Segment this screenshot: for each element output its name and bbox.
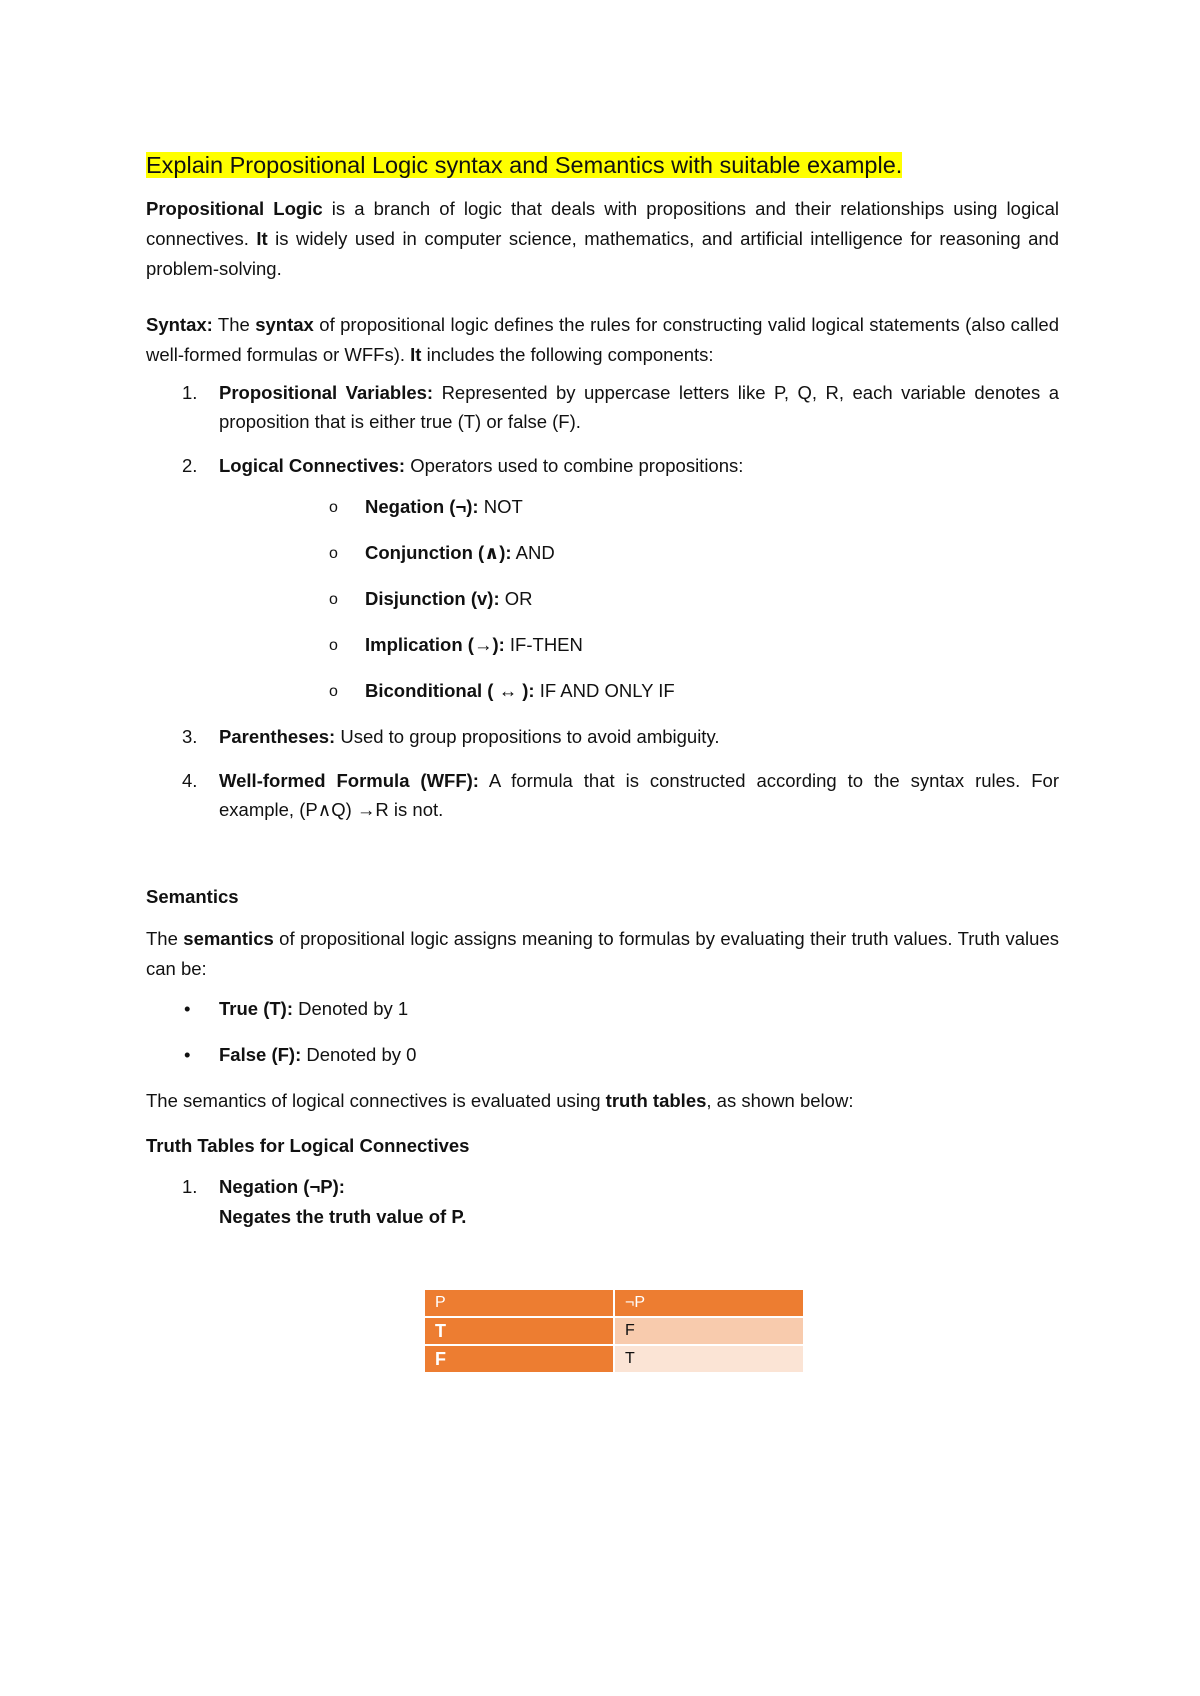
truth-tables-heading <box>146 1131 1059 1161</box>
note-text-2: , as shown below: <box>706 1090 854 1111</box>
truth-tables-list <box>146 1172 1059 1232</box>
component-label: Parentheses: <box>219 726 336 747</box>
connective-label: Disjunction (v): <box>365 588 500 609</box>
syntax-it: It <box>410 344 422 365</box>
table-header-cell: P <box>425 1290 614 1317</box>
connective-item <box>219 584 1059 614</box>
syntax-text-3: includes the following components: <box>421 344 714 365</box>
connective-text: OR <box>499 588 533 609</box>
list-item <box>146 378 1059 436</box>
semantics-heading <box>146 882 1059 912</box>
table-row-header-cell: F <box>425 1345 614 1373</box>
connective-label: Negation (¬): <box>365 496 479 517</box>
intro-term: Propositional Logic <box>146 198 323 219</box>
list-item <box>146 766 1059 824</box>
bullet-icon: o <box>329 637 338 654</box>
bullet-icon: o <box>329 545 338 562</box>
truth-value-label: True (T): <box>219 998 293 1019</box>
truth-value-label: False (F): <box>219 1044 302 1065</box>
truth-value-text: Denoted by 1 <box>293 998 409 1019</box>
component-text: Represented by uppercase letters like P, Q, R, each variable denotes a proposition that is either true (T) or false (F). <box>219 382 1059 432</box>
intro-text: is a branch of logic that deals with propositions and their relationships using logical connectives. <box>146 198 1059 249</box>
truth-tables-heading-text: Truth Tables for Logical Connectives <box>146 1135 470 1156</box>
bullet-icon: • <box>184 1044 191 1065</box>
list-item <box>146 451 1059 706</box>
list-number: 4. <box>182 770 198 791</box>
truth-table-note <box>146 1086 1059 1116</box>
syntax-term: syntax <box>255 314 314 335</box>
list-item-text <box>219 378 1059 436</box>
syntax-label: Syntax: <box>146 314 213 335</box>
table-header-cell: ¬P <box>614 1290 804 1317</box>
semantics-text: The <box>146 928 184 949</box>
note-term: truth tables <box>605 1090 707 1111</box>
list-item <box>146 722 1059 751</box>
list-item-desc <box>219 1202 1059 1232</box>
component-text: Used to group propositions to avoid ambiguity. <box>335 726 720 747</box>
semantics-term: semantics <box>183 928 274 949</box>
truth-value-item <box>146 1040 1059 1070</box>
table-cell: T <box>614 1345 804 1373</box>
negation-truth-table <box>425 1290 805 1374</box>
intro-it: It <box>256 228 268 249</box>
connective-item <box>219 630 1059 660</box>
list-item-text <box>219 722 1059 751</box>
syntax-paragraph <box>146 310 1059 370</box>
list-item <box>146 1172 1059 1232</box>
table-header-row <box>425 1290 804 1317</box>
syntax-text-2: of propositional logic defines the rules for constructing valid logical statements (also called well-formed formulas or WFFs). <box>146 314 1060 365</box>
component-text: Operators used to combine propositions: <box>405 455 744 476</box>
syntax-components-list <box>146 378 1059 824</box>
connective-item <box>219 492 1059 522</box>
note-text: The semantics of logical connectives is evaluated using <box>146 1090 606 1111</box>
connective-text: NOT <box>478 496 523 517</box>
bullet-icon: o <box>329 591 338 608</box>
table-row <box>425 1317 804 1345</box>
truth-value-item <box>146 994 1059 1024</box>
table-row <box>425 1345 804 1373</box>
semantics-text-2: of propositional logic assigns meaning to formulas by evaluating their truth values. Truth values can be: <box>146 928 1059 979</box>
bullet-icon: o <box>329 499 338 516</box>
component-text: A formula that is constructed according to the syntax rules. For example, (P∧Q) →R is not. <box>219 770 1059 820</box>
list-number: 1. <box>182 1176 198 1197</box>
list-number: 3. <box>182 726 198 747</box>
semantics-heading-text: Semantics <box>146 886 239 907</box>
list-item-text <box>219 451 1059 480</box>
connective-text: IF-THEN <box>504 634 583 655</box>
list-number: 1. <box>182 382 198 403</box>
list-item-label <box>219 1172 1059 1202</box>
connective-text: AND <box>511 542 555 563</box>
syntax-text: The <box>212 314 256 335</box>
connective-item <box>219 676 1059 706</box>
semantics-paragraph <box>146 924 1059 984</box>
page-title <box>146 148 1059 182</box>
connective-label: Conjunction (∧): <box>365 542 512 563</box>
connective-label: Implication (→): <box>365 634 505 655</box>
truth-value-text: Denoted by 0 <box>301 1044 417 1065</box>
bullet-icon: o <box>329 683 338 700</box>
table-cell: F <box>614 1317 804 1345</box>
title-highlight: Explain Propositional Logic syntax and Semantics with suitable example. <box>146 152 903 178</box>
component-label: Propositional Variables: <box>219 382 434 403</box>
intro-text-2: is widely used in computer science, mathematics, and artificial intelligence for reasoning and problem-solving. <box>146 228 1059 279</box>
connective-text: IF AND ONLY IF <box>534 680 675 701</box>
list-number: 2. <box>182 455 198 476</box>
connective-label: Biconditional ( ↔ ): <box>365 680 535 701</box>
truth-table-label: Negation (¬P): <box>219 1176 345 1197</box>
intro-paragraph <box>146 194 1059 284</box>
document-body <box>146 148 1059 1232</box>
truth-values-list <box>146 994 1059 1070</box>
table-row-header-cell: T <box>425 1317 614 1345</box>
component-label: Well-formed Formula (WFF): <box>219 770 479 791</box>
component-label: Logical Connectives: <box>219 455 406 476</box>
connective-item <box>219 538 1059 568</box>
connectives-list <box>219 492 1059 706</box>
truth-table-desc: Negates the truth value of P. <box>219 1206 467 1227</box>
list-item-text <box>219 766 1059 824</box>
bullet-icon: • <box>184 998 191 1019</box>
